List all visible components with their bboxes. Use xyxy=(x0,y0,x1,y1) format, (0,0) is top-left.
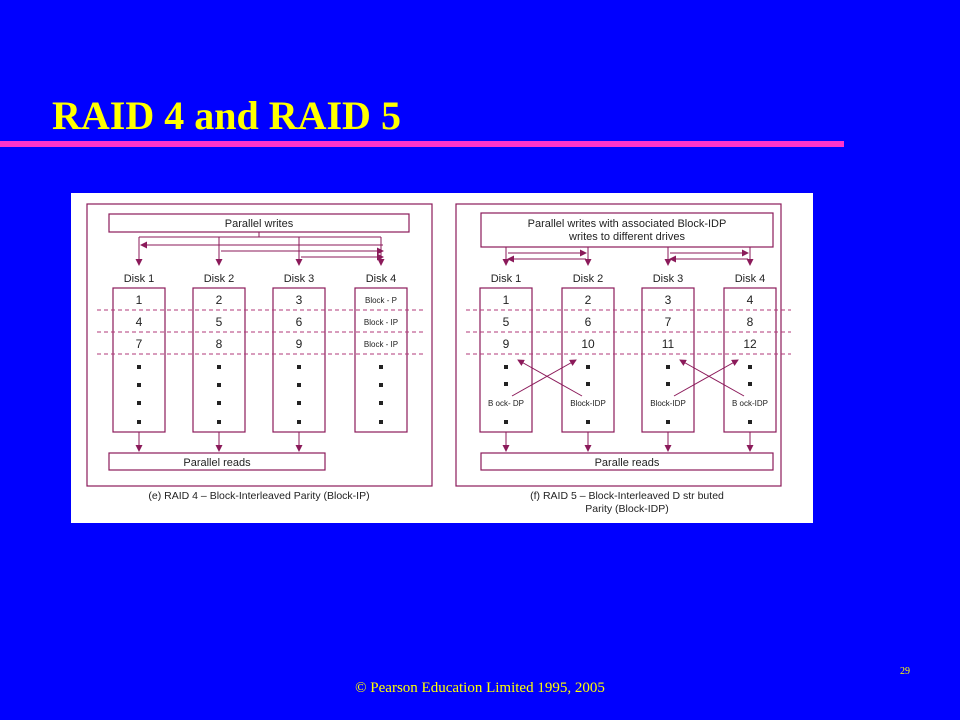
raid5-block: 9 xyxy=(502,337,510,351)
raid5-block: 10 xyxy=(581,337,595,351)
raid5-writes-label-line1: Parallel writes with associated Block-IDP xyxy=(527,218,727,230)
raid4-parity-block: Block - IP xyxy=(363,340,399,349)
raid5-read-arrows xyxy=(506,432,750,451)
raid5-block: 2 xyxy=(584,293,592,307)
raid4-block: 7 xyxy=(135,337,143,351)
raid4-disk-4-label: Disk 4 xyxy=(365,273,397,285)
raid5-distributed-parity: B ock-IDP xyxy=(731,399,769,408)
page-number: 29 xyxy=(900,666,910,677)
raid4-block: 2 xyxy=(215,293,223,307)
raid-diagram xyxy=(71,193,813,523)
raid4-disk-1-label: Disk 1 xyxy=(123,273,155,285)
raid4-caption: (e) RAID 4 – Block-Interleaved Parity (Block-IP) xyxy=(148,490,370,502)
raid5-disk-4-label: Disk 4 xyxy=(734,273,766,285)
raid4-panel xyxy=(87,204,432,502)
raid4-writes-label: Parallel writes xyxy=(224,218,294,230)
raid-figure xyxy=(71,193,813,523)
raid5-block: 8 xyxy=(746,315,754,329)
raid5-distributed-parity: B ock- DP xyxy=(487,399,525,408)
raid5-block: 6 xyxy=(584,315,592,329)
raid4-block: 6 xyxy=(295,315,303,329)
raid5-continuation-dots xyxy=(504,365,752,424)
copyright-footer: © Pearson Education Limited 1995, 2005 xyxy=(355,680,605,696)
raid5-block: 11 xyxy=(661,337,675,351)
raid4-block: 9 xyxy=(295,337,303,351)
raid4-disk-3-label: Disk 3 xyxy=(283,273,315,285)
raid4-parity-block: Block - IP xyxy=(363,318,399,327)
raid5-block: 12 xyxy=(743,337,757,351)
raid5-disk-2-label: Disk 2 xyxy=(572,273,604,285)
raid5-write-arrows xyxy=(506,247,750,265)
raid5-stripe-lines xyxy=(466,310,791,354)
raid5-caption-line1: (f) RAID 5 – Block-Interleaved D str buted xyxy=(530,490,724,502)
raid5-writes-label-line2: writes to different drives xyxy=(569,231,685,243)
raid5-reads-label: Paralle reads xyxy=(594,457,660,469)
raid5-disk-3-label: Disk 3 xyxy=(652,273,684,285)
raid5-distributed-parity: Block-IDP xyxy=(570,399,606,408)
raid4-parity-block: Block - P xyxy=(364,296,398,305)
raid4-reads-label: Parallel reads xyxy=(183,457,251,469)
raid5-disk-1-label: Disk 1 xyxy=(490,273,522,285)
raid4-block: 3 xyxy=(295,293,303,307)
raid4-continuation-dots xyxy=(137,365,383,424)
raid5-block: 7 xyxy=(664,315,672,329)
raid4-write-arrows xyxy=(139,232,383,265)
raid5-block: 3 xyxy=(664,293,672,307)
raid5-parity-cross-arrows xyxy=(512,360,744,396)
raid4-block: 1 xyxy=(135,293,143,307)
slide-title: RAID 4 and RAID 5 xyxy=(52,93,401,138)
title-underline xyxy=(0,141,844,147)
raid5-panel xyxy=(456,204,791,515)
raid4-read-arrows xyxy=(139,432,299,451)
raid4-block: 5 xyxy=(215,315,223,329)
raid4-disk-2-label: Disk 2 xyxy=(203,273,235,285)
raid5-caption-line2: Parity (Block-IDP) xyxy=(585,503,669,515)
raid5-block: 1 xyxy=(502,293,510,307)
raid5-block: 5 xyxy=(502,315,510,329)
raid5-block: 4 xyxy=(746,293,754,307)
raid5-distributed-parity: Block-IDP xyxy=(650,399,686,408)
raid4-block: 4 xyxy=(135,315,143,329)
raid4-block: 8 xyxy=(215,337,223,351)
